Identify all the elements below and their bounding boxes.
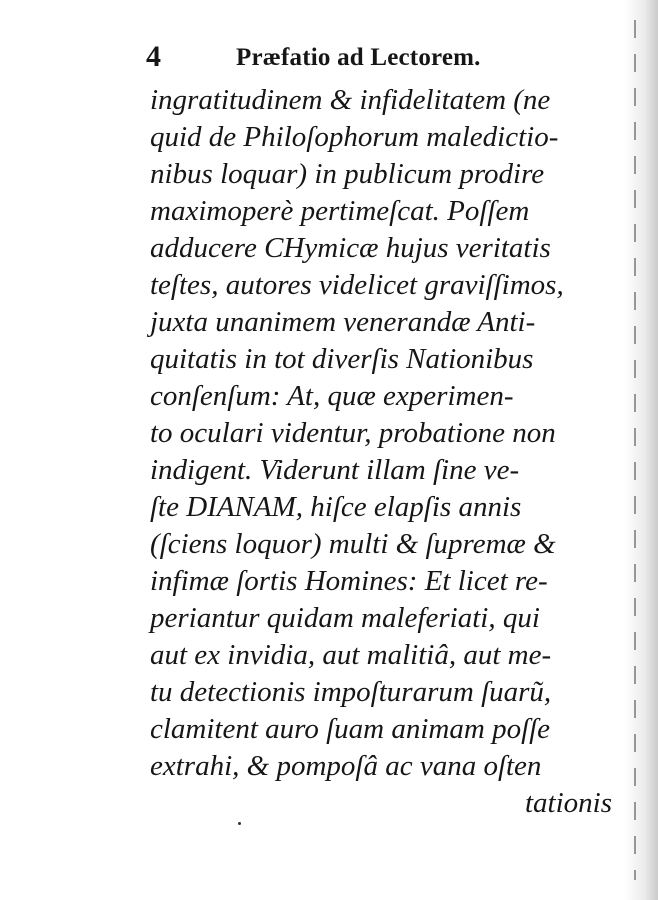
catchword: tationis — [524, 787, 612, 819]
text-line: maximoperè pertimeſcat. Poſſem — [150, 195, 530, 227]
running-head: Præfatio ad Lectorem. — [236, 44, 481, 71]
text-line: nibus loquar) in publicum prodire — [150, 158, 545, 190]
text-line: teſtes, autores videlicet graviſſimos, — [150, 269, 564, 301]
text-line: juxta unanimem venerandæ Anti- — [150, 306, 536, 338]
text-line: to oculari videntur, probatione non — [150, 417, 556, 449]
text-line: infimæ ſortis Homines: Et licet re- — [150, 565, 548, 597]
ink-speck — [238, 822, 241, 825]
text-line: quitatis in tot diverſis Nationibus — [150, 343, 534, 375]
text-line: periantur quidam maleferiati, qui — [150, 602, 540, 634]
body-text — [150, 82, 620, 822]
text-line: conſenſum: At, quæ experimen- — [150, 380, 514, 412]
text-line: quid de Philoſophorum maledictio- — [150, 121, 559, 153]
text-line: ingratitudinem & infidelitatem (ne — [150, 84, 551, 116]
text-line: clamitent auro ſuam animam poſſe — [150, 713, 551, 745]
text-line: extrahi, & pompoſâ ac vana oſten — [150, 750, 542, 782]
page-edge-shadow — [624, 0, 658, 900]
text-line: indigent. Viderunt illam ſine ve- — [150, 454, 520, 486]
text-line: adducere CHymicæ hujus veritatis — [150, 232, 551, 264]
text-line: ſte DIANAM, hiſce elapſis annis — [150, 491, 522, 523]
text-line: tu detectionis impoſturarum ſuarũ, — [150, 676, 552, 708]
page-edge-line — [634, 20, 636, 880]
text-line: (ſciens loquor) multi & ſupremæ & — [150, 528, 556, 560]
text-line: aut ex invidia, aut malitiâ, aut me- — [150, 639, 552, 671]
page-number: 4 — [146, 40, 161, 73]
